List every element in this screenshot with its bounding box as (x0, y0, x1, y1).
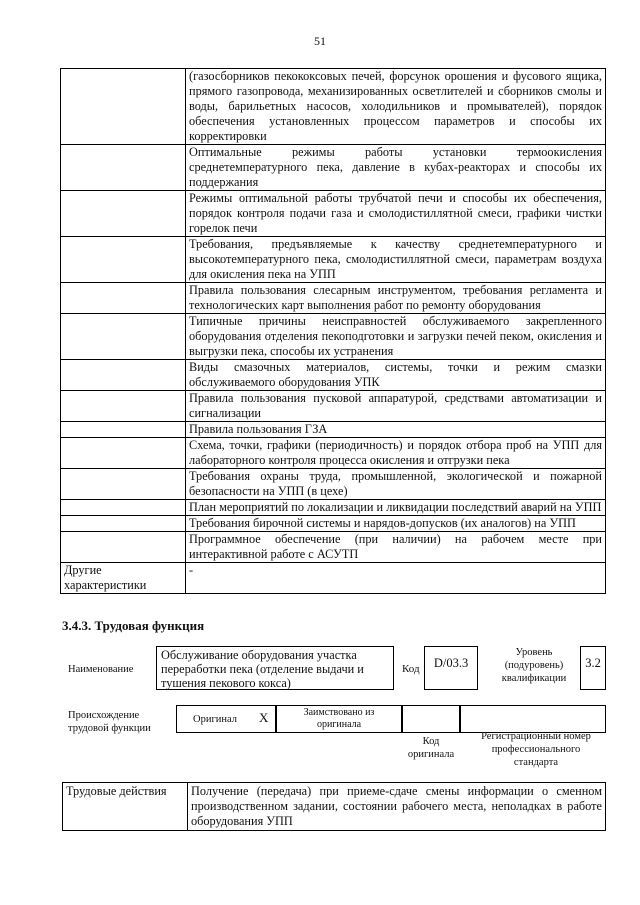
knowledge-row-label (61, 69, 186, 145)
knowledge-row-label (61, 516, 186, 532)
knowledge-row-label (61, 532, 186, 563)
knowledge-row-text: Виды смазочных материалов, системы, точки и режим смазки обслуживаемого оборудования УПК (186, 360, 606, 391)
function-name: Обслуживание оборудования участка переработки пека (отделение выдачи и тушения пекового кокса) (156, 646, 394, 690)
other-characteristics-row (61, 563, 606, 594)
level-label: Уровень (подуровень) квалификации (501, 647, 567, 684)
labor-actions-text: Получение (передача) при приеме-сдаче смены информации о сменном производственном задании, состоянии рабочего места, неполадках в работе оборудования УПП (188, 783, 606, 831)
knowledge-row-label (61, 237, 186, 283)
knowledge-row-label (61, 469, 186, 500)
knowledge-row-text: Режимы оптимальной работы трубчатой печи и способы их обеспечения, порядок контроля подачи газа и смолодистиллятной смеси, графики чистки горелок печи (186, 191, 606, 237)
knowledge-row-label (61, 145, 186, 191)
knowledge-row-label (61, 391, 186, 422)
name-label: Наименование (68, 664, 134, 675)
knowledge-table (60, 68, 606, 594)
knowledge-row (61, 237, 606, 283)
knowledge-row-text: Схема, точки, графики (периодичность) и порядок отбора проб на УПП для лабораторного контроля процесса окисления и отгрузки пека (186, 438, 606, 469)
origin-label: Происхождение трудовой функции (68, 710, 151, 734)
knowledge-row (61, 438, 606, 469)
registration-number-caption: Регистрационный номер профессионального стандарта (481, 731, 591, 768)
section-title: 3.4.3. Трудовая функция (62, 618, 205, 633)
knowledge-row-label (61, 283, 186, 314)
knowledge-row (61, 314, 606, 360)
code-label: Код (402, 663, 420, 675)
knowledge-row-text: Правила пользования слесарным инструментом, требования регламента и технологических карт выполнения работ по ремонту оборудования (186, 283, 606, 314)
knowledge-row-text: (газосборников пекококсовых печей, форсунок орошения и фусового ящика, прямого газопровода, механизированных осветлителей и сборников смолы и воды, барильетных насосов, холодильников и промывателей), порядок обеспечения установленных процессом параметров и способы их корректировки (186, 69, 606, 145)
knowledge-row-text: Правила пользования ГЗА (186, 422, 606, 438)
original-cell (176, 705, 276, 733)
knowledge-row-text: Требования, предъявляемые к качеству среднетемпературного и высокотемпературного пека, смолодистиллятной смеси, параметрам воздуха для окисления пека на УПП (186, 237, 606, 283)
knowledge-row-text: Типичные причины неисправностей обслуживаемого закрепленного оборудования отделения пекоподготовки и загрузки печей пеком, окисления и выгрузки пека, способы их устранения (186, 314, 606, 360)
knowledge-row-text: Требования охраны труда, промышленной, экологической и пожарной безопасности на УПП (в цехе) (186, 469, 606, 500)
knowledge-row (61, 532, 606, 563)
original-label: Оригинал (193, 714, 237, 725)
knowledge-row-label (61, 191, 186, 237)
knowledge-row (61, 145, 606, 191)
borrowed-cell (276, 705, 402, 733)
knowledge-row (61, 422, 606, 438)
knowledge-row-label (61, 438, 186, 469)
original-mark: X (259, 710, 269, 725)
knowledge-row-text: Требования бирочной системы и нарядов-допусков (их аналогов) на УПП (186, 516, 606, 532)
original-code-caption: Код оригинала (407, 736, 455, 760)
knowledge-row (61, 391, 606, 422)
knowledge-row (61, 469, 606, 500)
labor-actions-label: Трудовые действия (63, 783, 188, 831)
other-characteristics-value: - (186, 563, 606, 594)
knowledge-row-text: Правила пользования пусковой аппаратурой, средствами автоматизации и сигнализации (186, 391, 606, 422)
original-code-cell (402, 705, 460, 733)
knowledge-row (61, 500, 606, 516)
knowledge-row (61, 69, 606, 145)
knowledge-row-text: Оптимальные режимы работы установки термоокисления среднетемпературного пека, давление в кубах-реакторах и способы их поддержания (186, 145, 606, 191)
knowledge-row-text: План мероприятий по локализации и ликвидации последствий аварий на УПП (186, 500, 606, 516)
knowledge-row-label (61, 314, 186, 360)
knowledge-row-text: Программное обеспечение (при наличии) на рабочем месте при интерактивной работе с АСУТП (186, 532, 606, 563)
knowledge-row-label (61, 500, 186, 516)
registration-number-cell (460, 705, 606, 733)
function-code: D/03.3 (424, 646, 478, 690)
knowledge-row (61, 191, 606, 237)
labor-actions-table (62, 782, 606, 831)
knowledge-row-label (61, 422, 186, 438)
knowledge-row (61, 283, 606, 314)
qualification-level: 3.2 (580, 646, 606, 690)
borrowed-label: Заимствовано из оригинала (303, 707, 375, 730)
knowledge-row-label (61, 360, 186, 391)
knowledge-row (61, 516, 606, 532)
other-characteristics-label: Другие характеристики (61, 563, 186, 594)
page-number: 51 (314, 34, 326, 48)
knowledge-row (61, 360, 606, 391)
